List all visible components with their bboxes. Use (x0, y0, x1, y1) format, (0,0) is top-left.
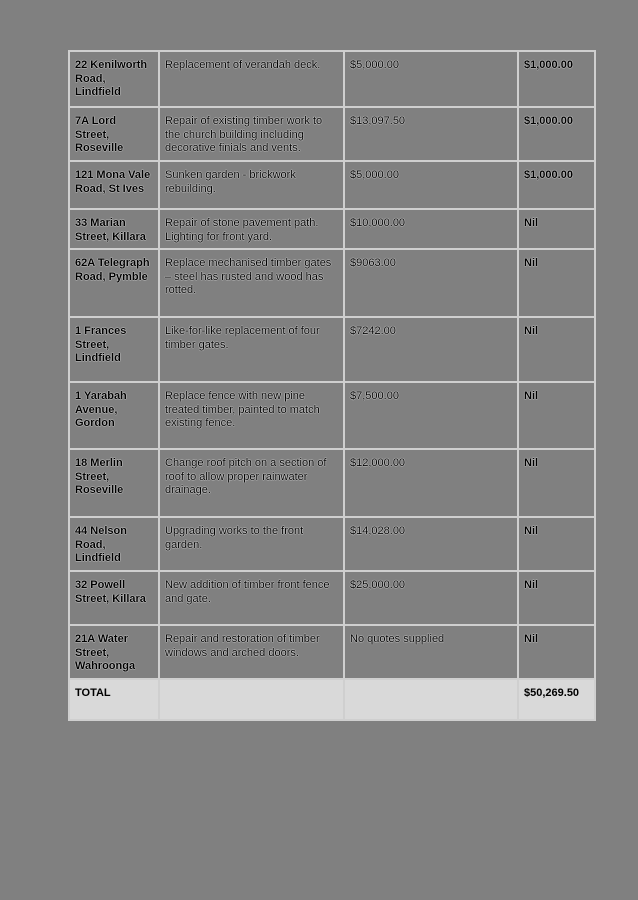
address-cell: 18 Merlin Street, Roseville (69, 449, 159, 517)
quote-cell: $5,000.00 (344, 161, 518, 209)
address-cell: 1 Frances Street, Lindfield (69, 317, 159, 382)
grant-cell: Nil (518, 209, 595, 249)
table-row (69, 249, 595, 317)
grant-cell: Nil (518, 449, 595, 517)
address-cell: 21A Water Street, Wahroonga (69, 625, 159, 679)
quote-cell: $10,000.00 (344, 209, 518, 249)
quote-cell: $7242.00 (344, 317, 518, 382)
table-row (69, 571, 595, 625)
total-row (69, 679, 595, 720)
total-label: TOTAL (69, 679, 159, 720)
quote-cell: $7,500.00 (344, 382, 518, 449)
description-cell: Sunken garden - brickwork rebuilding. (159, 161, 344, 209)
grant-cell: $1,000.00 (518, 107, 595, 161)
description-cell: Upgrading works to the front garden. (159, 517, 344, 571)
description-cell: Replacement of verandah deck. (159, 51, 344, 107)
grant-cell: Nil (518, 382, 595, 449)
quote-cell: $25,000.00 (344, 571, 518, 625)
total-description (159, 679, 344, 720)
quote-cell: $13,097.50 (344, 107, 518, 161)
description-cell: Repair of existing timber work to the church building including decorative finials and vents. (159, 107, 344, 161)
table-row (69, 107, 595, 161)
table-row (69, 517, 595, 571)
address-cell: 32 Powell Street, Killara (69, 571, 159, 625)
table-row (69, 317, 595, 382)
grant-cell: $1,000.00 (518, 51, 595, 107)
description-cell: Replace mechanised timber gates – steel has rusted and wood has rotted. (159, 249, 344, 317)
description-cell: Repair and restoration of timber windows and arched doors. (159, 625, 344, 679)
description-cell: Replace fence with new pine treated timber, painted to match existing fence. (159, 382, 344, 449)
description-cell: Like-for-like replacement of four timber gates. (159, 317, 344, 382)
description-cell: Change roof pitch on a section of roof to allow proper rainwater drainage. (159, 449, 344, 517)
table-row (69, 161, 595, 209)
grant-cell: Nil (518, 249, 595, 317)
heritage-grants-table (68, 50, 596, 721)
address-cell: 62A Telegraph Road, Pymble (69, 249, 159, 317)
table-body (69, 51, 595, 720)
quote-cell: $5,000.00 (344, 51, 518, 107)
table-row (69, 449, 595, 517)
grant-cell: Nil (518, 317, 595, 382)
quote-cell: $9063.00 (344, 249, 518, 317)
address-cell: 121 Mona Vale Road, St Ives (69, 161, 159, 209)
address-cell: 7A Lord Street, Roseville (69, 107, 159, 161)
total-quote (344, 679, 518, 720)
quote-cell: $12,000.00 (344, 449, 518, 517)
description-cell: Repair of stone pavement path. Lighting for front yard. (159, 209, 344, 249)
grant-cell: Nil (518, 625, 595, 679)
table-row (69, 209, 595, 249)
address-cell: 44 Nelson Road, Lindfield (69, 517, 159, 571)
total-grant: $50,269.50 (518, 679, 595, 720)
address-cell: 22 Kenilworth Road, Lindfield (69, 51, 159, 107)
table-row (69, 625, 595, 679)
grant-cell: Nil (518, 571, 595, 625)
address-cell: 1 Yarabah Avenue, Gordon (69, 382, 159, 449)
table-row (69, 51, 595, 107)
address-cell: 33 Marian Street, Killara (69, 209, 159, 249)
grant-cell: $1,000.00 (518, 161, 595, 209)
table-row (69, 382, 595, 449)
quote-cell: $14,028.00 (344, 517, 518, 571)
grant-cell: Nil (518, 517, 595, 571)
description-cell: New addition of timber front fence and gate. (159, 571, 344, 625)
quote-cell: No quotes supplied (344, 625, 518, 679)
